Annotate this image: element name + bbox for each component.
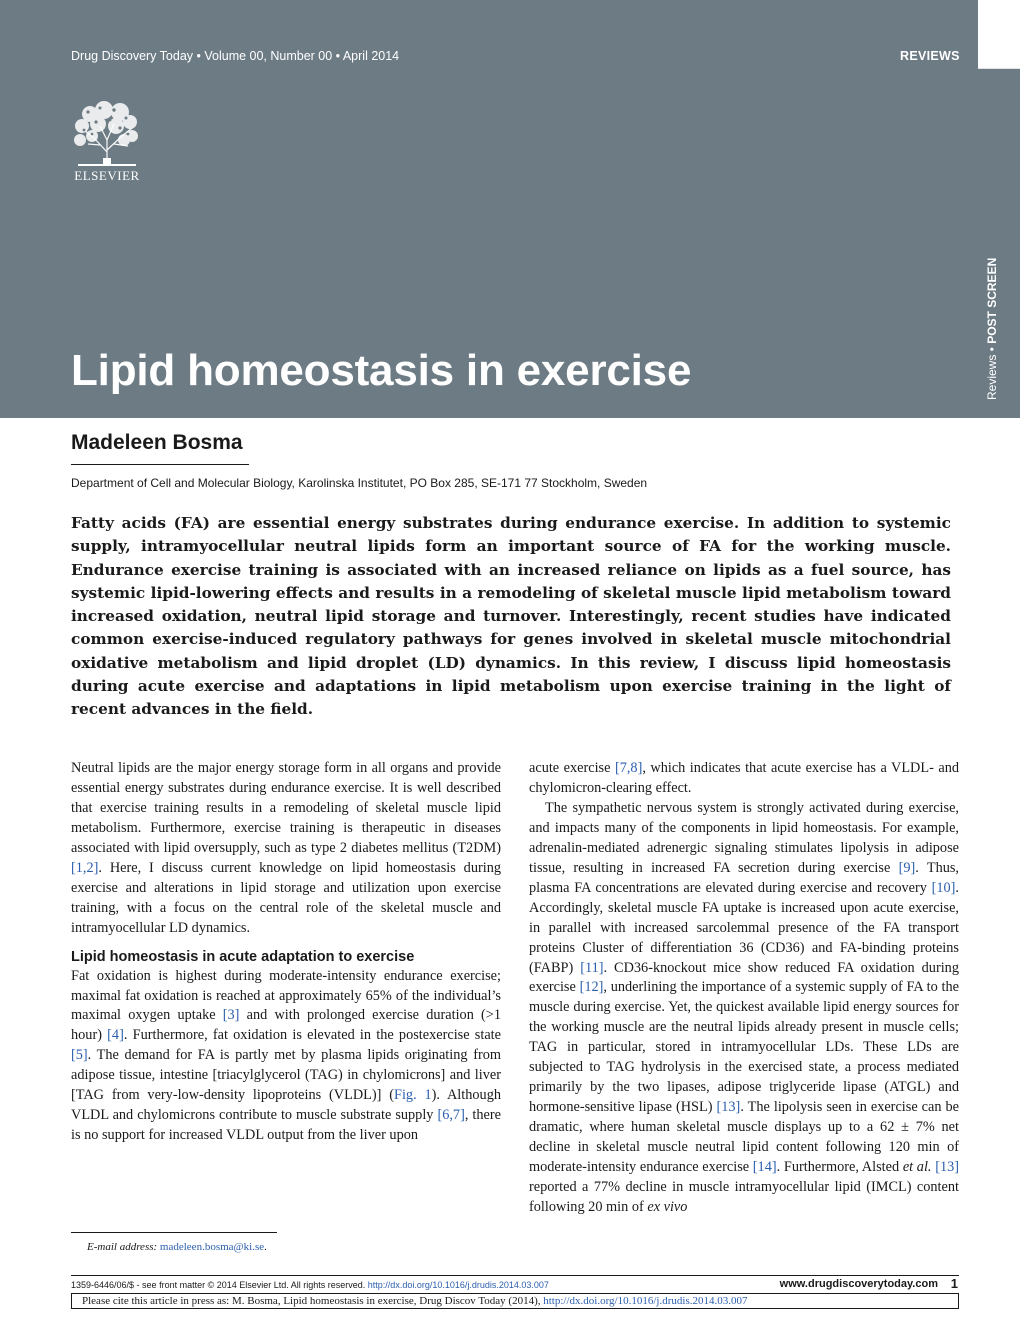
body-paragraph: Fat oxidation is highest during moderate-intensity endurance exercise; maximal fat oxidation is reached at approximately 65% of the individual’s maximal oxygen uptake [3] and with prolonged exercise duration (>1 hour) [4]. Furthermore, fat oxidation is elevated in the postexercise state [5]. The demand for FA is partly met by plasma lipids originating from adipose tissue, intestine [triacylglycerol (TAG) in chylomicrons] and liver [TAG from very-low-density lipoproteins (VLDL)] (Fig. 1). Although VLDL and chylomicrons contribute to muscle substrate supply [6,7], there is no support for increased VLDL output from the liver upon	[71, 967, 501, 1144]
citation-link[interactable]: [6,7]	[437, 1107, 465, 1124]
journal-line: Drug Discovery Today • Volume 00, Number 00 • April 2014	[71, 49, 400, 63]
citation-link[interactable]: [11]	[580, 959, 604, 976]
journal-website: www.drugdiscoverytoday.com	[779, 1278, 938, 1290]
abstract: Fatty acids (FA) are essential energy substrates during endurance exercise. In addition to systemic supply, intramyocellular neutral lipids form an important source of FA for the working muscle. Endurance exercise training is associated with an increased reliance on lipids as a fuel source, has systemic lipid-lowering effects and results in a remodeling of skeletal muscle lipid metabolism toward increased oxidation, neutral lipid storage and turnover. Interestingly, recent studies have indicated common exercise-induced regulatory pathways for genes involved in skeletal muscle mitochondrial oxidative metabolism and lipid droplet (LD) dynamics. In this review, I discuss lipid homeostasis during acute exercise and adaptations in lipid metabolism upon exercise training in the light of recent advances in the field.	[71, 514, 951, 719]
citation-link[interactable]: [12]	[579, 979, 604, 996]
citation-link[interactable]: [5]	[71, 1047, 88, 1064]
footer-rule	[71, 1275, 959, 1276]
citation-link[interactable]: [9]	[898, 859, 916, 876]
cite-doi-link[interactable]: http://dx.doi.org/10.1016/j.drudis.2014.03.007	[543, 1295, 748, 1307]
citation-link[interactable]: [3]	[222, 1007, 240, 1024]
footnote-rule	[71, 1232, 277, 1233]
side-tab-label	[985, 100, 999, 400]
publisher-name: ELSEVIER	[74, 168, 140, 183]
page-number: 1	[950, 1276, 958, 1291]
body-paragraph: The sympathetic nervous system is strongly activated during exercise, and impacts many of the components in lipid homeostasis. For example, adrenalin-mediated adrenergic signaling stimulates lipolysis in adipose tissue, resulting in increased FA secretion during exercise [9]. Thus, plasma FA concentrations are elevated during exercise and recovery [10]. Accordingly, skeletal muscle FA uptake is increased upon acute exercise, in parallel with increased sarcolemmal presence of the FA transport proteins Cluster of differentiation 36 (CD36) and FA-binding proteins (FABP) [11]. CD36-knockout mice show reduced FA oxidation during exercise [12], underlining the importance of a systemic supply of FA to the muscle during exercise. Yet, the quickest available lipid energy sources for the working muscle are the neutral lipids already present in muscle cells; TAG in particular, stored in intramyocellular LDs. These LDs are subjected to TAG hydrolysis in the exercised state, a process mediated primarily by the two lipases, adipose triglyceride lipase (ATGL) and hormone-sensitive lipase (HSL) [13]. The lipolysis seen in exercise can be dramatic, where human skeletal muscle displays up to a 62 ± 7% net decline in skeletal muscle neutral lipid content following 120 min of moderate-intensity endurance exercise [14]. Furthermore, Alsted et al. [13] reported a 77% decline in muscle intramyocellular lipid (IMCL) content following 20 min of ex vivo	[529, 799, 960, 1215]
citation-link[interactable]: [10]	[931, 879, 956, 896]
citation-link[interactable]: [13]	[716, 1099, 741, 1116]
side-tab-prefix: Reviews •	[985, 343, 999, 400]
side-tab-main: POST SCREEN	[985, 257, 999, 344]
body-paragraph: acute exercise [7,8], which indicates that acute exercise has a VLDL- and chylomicron-clearing effect.	[529, 760, 959, 796]
affiliation: Department of Cell and Molecular Biology, Karolinska Institutet, PO Box 285, SE-171 77 Stockholm, Sweden	[71, 476, 648, 490]
section-label: REVIEWS	[900, 49, 960, 63]
citation-link[interactable]: [4]	[107, 1027, 124, 1044]
citation-link[interactable]: [13]	[935, 1159, 960, 1176]
citation-link[interactable]: [14]	[752, 1159, 777, 1176]
side-tab-divider	[978, 68, 1020, 69]
author-rule	[71, 464, 249, 465]
right-column	[529, 759, 959, 1218]
author-name: Madeleen Bosma	[71, 431, 243, 454]
issn-line: 1359-6446/06/$ - see front matter © 2014 Elsevier Ltd. All rights reserved. http://dx.doi.org/10.1016/j.drudis.2014.03.007	[71, 1280, 549, 1290]
footnote: E-mail address: madeleen.bosma@ki.se.	[87, 1241, 267, 1253]
author-email-link[interactable]: madeleen.bosma@ki.se	[159, 1241, 265, 1253]
citation-box: Please cite this article in press as: M. Bosma, Lipid homeostasis in exercise, Drug Discov Today (2014), http://dx.doi.org/10.1016/j.drudis.2014.03.007	[71, 1293, 959, 1309]
section-heading: Lipid homeostasis in acute adaptation to exercise	[71, 948, 415, 965]
doi-link[interactable]: http://dx.doi.org/10.1016/j.drudis.2014.03.007	[367, 1280, 549, 1290]
left-column	[71, 759, 501, 1146]
footnote-label: E-mail address:	[87, 1241, 158, 1253]
citation-link[interactable]: [7,8]	[614, 760, 643, 776]
article-title: Lipid homeostasis in exercise	[71, 346, 692, 395]
figure-link[interactable]: Fig. 1	[394, 1087, 432, 1104]
citation-link[interactable]: [1,2]	[71, 859, 99, 876]
body-paragraph: Neutral lipids are the major energy storage form in all organs and provide essential energy substrates during endurance exercise. It is well described that exercise training results in a remodeling of skeletal muscle lipid metabolism. Furthermore, exercise training is therapeutic in diseases associated with lipid oversupply, such as type 2 diabetes mellitus (T2DM) [1,2]. Here, I discuss current knowledge on lipid homeostasis during exercise and alterations in lipid storage and utilization upon exercise training, with a focus on the central role of the skeletal muscle and intramyocellular LD dynamics.	[71, 760, 501, 936]
